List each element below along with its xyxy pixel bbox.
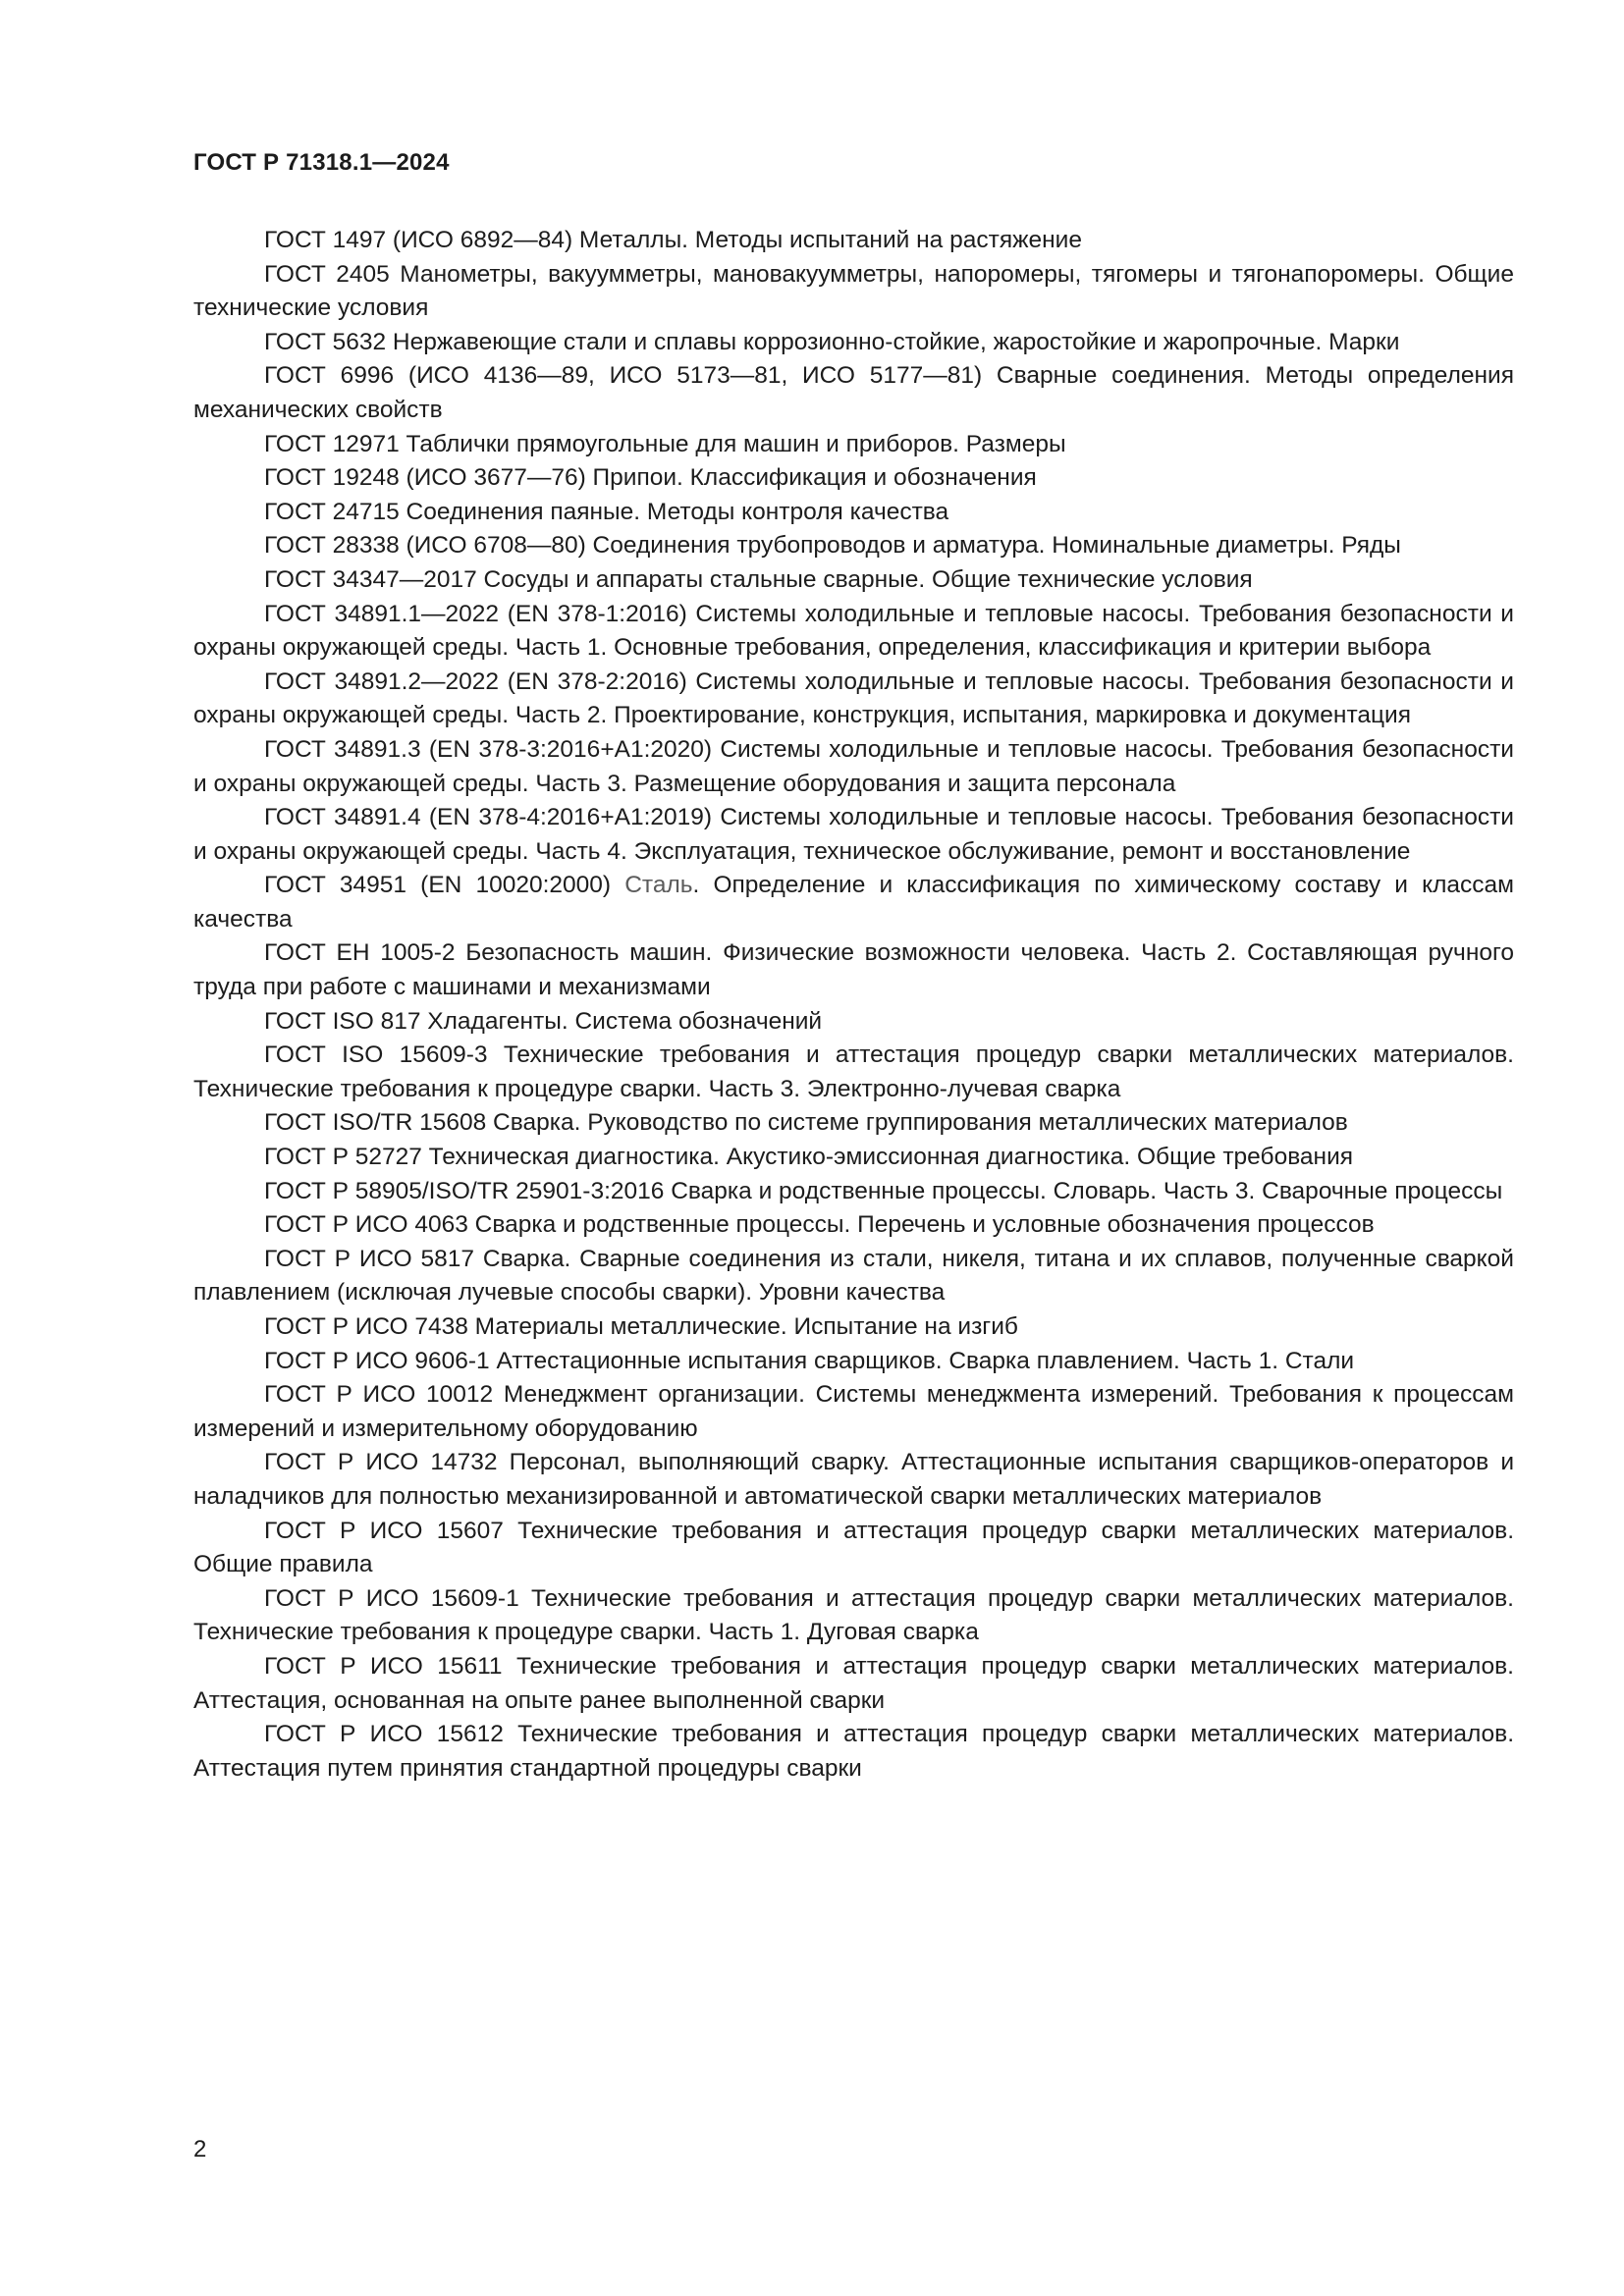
reference-text: ГОСТ Р ИСО 10012 Менеджмент организации. Системы менеджмента измерений. Требования к процессам измерений и измерительному оборудованию [193, 1381, 1514, 1442]
reference-text: ГОСТ 1497 (ИСО 6892—84) Металлы. Методы испытаний на растяжение [264, 227, 1082, 253]
reference-entry [193, 598, 1514, 666]
reference-text: ГОСТ Р ИСО 15612 Технические требования и аттестация процедур сварки металлических материалов. Аттестация путем принятия стандартной процедуры сварки [193, 1721, 1514, 1782]
reference-entry [193, 1718, 1514, 1786]
reference-text: ГОСТ Р ИСО 15611 Технические требования и аттестация процедур сварки металлических материалов. Аттестация, основанная на опыте ранее выполненной сварки [193, 1652, 1514, 1714]
reference-text: ГОСТ Р ИСО 4063 Сварка и родственные процессы. Перечень и условные обозначения процессов [264, 1211, 1375, 1239]
reference-entry [193, 1515, 1514, 1582]
reference-entry [193, 1446, 1514, 1514]
reference-text: ГОСТ 34891.4 (EN 378-4:2016+A1:2019) Системы холодильные и тепловые насосы. Требования безопасности и охраны окружающей среды. Часть 4. Эксплуатация, техническое обслуживание, ремонт и восстановление [193, 804, 1514, 865]
reference-text: ГОСТ 2405 Манометры, вакуумметры, мановакуумметры, напоромеры, тягомеры и тягонапоромеры. Общие технические условия [193, 260, 1514, 322]
reference-entry [193, 461, 1514, 496]
reference-entry [193, 801, 1514, 869]
reference-text: ГОСТ Р ИСО 9606-1 Аттестационные испытания сварщиков. Сварка плавлением. Часть 1. Стали [264, 1347, 1355, 1374]
reference-entry [193, 258, 1514, 326]
normative-references-list [193, 224, 1514, 1786]
reference-text: ГОСТ 5632 Нержавеющие стали и сплавы коррозионно-стойкие, жаростойкие и жаропрочные. Марки [264, 328, 1400, 355]
reference-text: ГОСТ 6996 (ИСО 4136—89, ИСО 5173—81, ИСО 5177—81) Сварные соединения. Методы определения механических свойств [193, 362, 1514, 423]
reference-text: ГОСТ Р ИСО 5817 Сварка. Сварные соединения из стали, никеля, титана и их сплавов, полученные сваркой плавлением (исключая лучевые способы сварки). Уровни качества [193, 1245, 1514, 1307]
reference-text: ГОСТ ЕН 1005-2 Безопасность машин. Физические возможности человека. Часть 2. Составляющая ручного труда при работе с машинами и механизмами [193, 939, 1514, 1001]
reference-text: ГОСТ 12971 Таблички прямоугольные для машин и приборов. Размеры [264, 430, 1066, 457]
reference-entry [193, 428, 1514, 462]
reference-entry [193, 1650, 1514, 1718]
reference-entry [193, 1345, 1514, 1379]
reference-text: ГОСТ Р ИСО 14732 Персонал, выполняющий сварку. Аттестационные испытания сварщиков-операторов и наладчиков для полностью механизированной и автоматической сварки металлических материалов [193, 1449, 1514, 1510]
reference-entry [193, 869, 1514, 936]
reference-text: ГОСТ 19248 (ИСО 3677—76) Припои. Классификация и обозначения [264, 464, 1037, 492]
reference-text: ГОСТ Р 58905/ISO/TR 25901-3:2016 Сварка и родственные процессы. Словарь. Часть 3. Сварочные процессы [264, 1177, 1503, 1204]
reference-text: ГОСТ ISO 15609-3 Технические требования и аттестация процедур сварки металлических материалов. Технические требования к процедуре сварки. Часть 3. Электронно-лучевая сварка [193, 1041, 1514, 1102]
reference-text: ГОСТ 34951 (EN 10020:2000) [264, 872, 625, 899]
reference-entry [193, 666, 1514, 733]
reference-text: ГОСТ Р ИСО 15609-1 Технические требования и аттестация процедур сварки металлических материалов. Технические требования к процедуре сварки. Часть 1. Дуговая сварка [193, 1584, 1514, 1646]
reference-text: ГОСТ 28338 (ИСО 6708—80) Соединения трубопроводов и арматура. Номинальные диаметры. Ряды [264, 532, 1401, 560]
reference-text: ГОСТ ISO 817 Хладагенты. Система обозначений [264, 1007, 823, 1035]
reference-text: ГОСТ ISO/TR 15608 Сварка. Руководство по системе группирования металлических материалов [264, 1109, 1348, 1137]
reference-entry [193, 563, 1514, 598]
reference-text: ГОСТ Р ИСО 7438 Материалы металлические. Испытание на изгиб [264, 1313, 1018, 1340]
reference-text: ГОСТ 34891.2—2022 (EN 378-2:2016) Системы холодильные и тепловые насосы. Требования безопасности и охраны окружающей среды. Часть 2. Проектирование, конструкция, испытания, маркировка и документация [193, 667, 1514, 729]
reference-entry [193, 1005, 1514, 1040]
reference-entry [193, 496, 1514, 530]
reference-entry [193, 1378, 1514, 1446]
reference-entry [193, 1243, 1514, 1310]
reference-entry [193, 1208, 1514, 1243]
reference-text: ГОСТ 24715 Соединения паяные. Методы контроля качества [264, 498, 949, 525]
reference-entry [193, 1039, 1514, 1106]
reference-text: ГОСТ 34347—2017 Сосуды и аппараты стальные сварные. Общие технические условия [264, 565, 1253, 593]
reference-entry [193, 1175, 1514, 1209]
reference-entry [193, 936, 1514, 1004]
reference-text-highlight: Сталь [624, 872, 693, 899]
reference-entry [193, 359, 1514, 427]
reference-text: ГОСТ Р 52727 Техническая диагностика. Акустико-эмиссионная диагностика. Общие требования [264, 1144, 1354, 1171]
reference-entry [193, 1310, 1514, 1345]
reference-entry [193, 1141, 1514, 1175]
document-header: ГОСТ Р 71318.1—2024 [193, 149, 450, 176]
page-number: 2 [193, 2136, 207, 2163]
reference-text-continuation: . Определение и классификация по химическому составу и классам качества [193, 872, 1514, 933]
reference-text: ГОСТ 34891.3 (EN 378-3:2016+A1:2020) Системы холодильные и тепловые насосы. Требования безопасности и охраны окружающей среды. Часть 3. Размещение оборудования и защита персонала [193, 735, 1514, 797]
reference-entry [193, 326, 1514, 360]
reference-text: ГОСТ Р ИСО 15607 Технические требования и аттестация процедур сварки металлических материалов. Общие правила [193, 1517, 1514, 1578]
reference-entry [193, 1106, 1514, 1141]
reference-entry [193, 529, 1514, 563]
reference-entry [193, 224, 1514, 258]
reference-entry [193, 733, 1514, 801]
reference-entry [193, 1582, 1514, 1650]
reference-text: ГОСТ 34891.1—2022 (EN 378-1:2016) Системы холодильные и тепловые насосы. Требования безопасности и охраны окружающей среды. Часть 1. Основные требования, определения, классификация и критерии выбора [193, 600, 1514, 662]
